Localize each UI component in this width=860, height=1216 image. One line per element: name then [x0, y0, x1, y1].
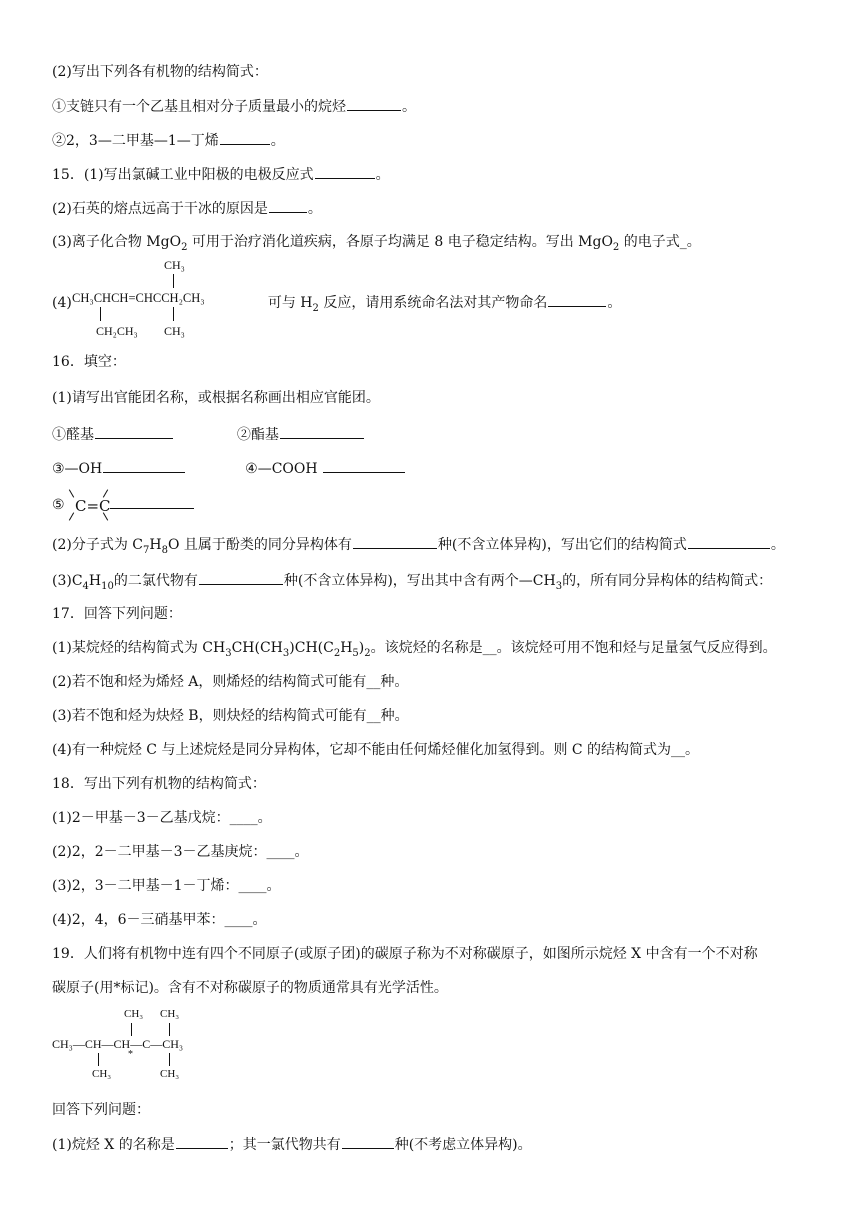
subscript: 7 [143, 544, 150, 556]
alkene-label: C=C [75, 497, 111, 515]
methyl-label: CH₃ [124, 1008, 144, 1020]
bond-line [69, 489, 74, 497]
subscript: 2 [364, 647, 371, 659]
answer-blank[interactable] [220, 130, 270, 145]
answer-blank[interactable] [347, 96, 401, 111]
answer-blank[interactable] [548, 292, 606, 307]
text: (3)2，3－二甲基－1－丁烯：____。 [52, 878, 281, 894]
question-line [52, 570, 772, 591]
bond-line [169, 1023, 170, 1036]
answer-blank[interactable] [176, 1134, 228, 1149]
question-line [52, 842, 309, 862]
question-line [52, 1134, 532, 1155]
methyl-label: CH₃ [160, 1008, 180, 1020]
ethyl-label: CH₂CH₃ [96, 324, 138, 338]
text: H [149, 537, 162, 553]
text: (2)石英的熔点远高于干冰的原因是 [52, 201, 268, 217]
question-line [52, 232, 701, 252]
methyl-label: CH₃ [164, 258, 185, 272]
text: 19．人们将有机物中连有四个不同原子(或原子团)的碳原子称为不对称碳原子，如图所示烷烃 X 中含有一个不对称 [52, 946, 758, 962]
text: ②酯基 [236, 427, 279, 443]
methyl-label: CH₃ [164, 324, 185, 338]
question-line [52, 164, 390, 185]
text: (3)若不饱和烃为炔烃 B，则炔烃的结构简式可能有__种。 [52, 708, 409, 724]
answer-blank[interactable] [323, 458, 405, 473]
subscript: 2 [333, 647, 341, 659]
text: (1)请写出官能团名称，或根据名称画出相应官能团。 [52, 390, 380, 406]
methyl-label: CH₃ [160, 1068, 180, 1080]
question-line [52, 534, 785, 555]
text: (2)2，2－二甲基－3－乙基庚烷：____。 [52, 844, 309, 860]
subscript: 5 [352, 647, 359, 659]
bond-line [169, 1053, 170, 1066]
text: (2)写出下列各有机物的结构简式： [52, 64, 268, 80]
answer-blank[interactable] [103, 458, 185, 473]
text: 反应，请用系统命名法对其产物命名 [323, 295, 548, 311]
subscript: 10 [101, 580, 114, 592]
text: (1)2－甲基－3－乙基戊烷：____。 [52, 810, 272, 826]
question-line [52, 978, 448, 998]
answer-blank[interactable] [315, 164, 375, 179]
text: 。 [270, 133, 285, 149]
text: ；其一氯代物共有 [228, 1137, 341, 1153]
answer-blank[interactable] [199, 570, 283, 585]
text: 17．回答下列问题： [52, 606, 182, 622]
answer-blank[interactable] [342, 1134, 394, 1149]
text: 可用于治疗消化道疾病，各原子均满足 8 电子稳定结构。写出 MgO [191, 234, 613, 250]
text: (4)有一种烷烃 C 与上述烷烃是同分异构体，它却不能由任何烯烃催化加氢得到。则 C 的结构简式为__。 [52, 742, 700, 758]
question-line [52, 352, 126, 372]
question-line [52, 706, 409, 726]
subscript: 2 [612, 241, 620, 253]
text: 。 [307, 201, 322, 217]
text: 16．填空： [52, 354, 126, 370]
text: H [88, 573, 102, 589]
asymmetric-carbon-mark: * [128, 1049, 133, 1060]
subscript: 3 [225, 647, 232, 659]
question-line [52, 1100, 150, 1120]
text: 碳原子(用*标记)。含有不对称碳原子的物质通常具有光学活性。 [52, 980, 448, 996]
bond-line [173, 307, 174, 321]
text: 。该烷烃的名称是__。该烷烃可用不饱和烃与足量氢气反应得到。 [370, 640, 777, 656]
text: (2)若不饱和烃为烯烃 A，则烯烃的结构简式可能有__种。 [52, 674, 409, 690]
question-line [52, 876, 281, 896]
question-line [52, 672, 408, 692]
text: H [340, 640, 353, 656]
bond-line [100, 307, 101, 321]
question-line [52, 424, 365, 445]
question-line [52, 96, 416, 117]
text: 。 [402, 99, 416, 115]
alkene-group [69, 495, 109, 515]
text: 的，所有同分异构体的结构简式： [562, 573, 773, 589]
text: (1)烷烃 X 的名称是 [52, 1137, 175, 1153]
question-line [52, 494, 195, 515]
question-line [52, 808, 272, 828]
subscript: 4 [82, 580, 89, 592]
subscript: 2 [181, 241, 188, 253]
question-line [52, 740, 699, 760]
structural-formula [72, 258, 252, 340]
main-chain: CH₃CHCH=CHCCH₂CH₃ [72, 291, 205, 305]
text: 。 [375, 167, 390, 183]
text: ⑤ [52, 497, 65, 513]
question-line [52, 62, 268, 82]
text: (4)2，4，6－三硝基甲苯：____。 [52, 912, 267, 928]
text: 种(不含立体异构)，写出它们的结构简式 [437, 537, 687, 553]
text: 。 [607, 295, 622, 311]
bond-line [69, 512, 74, 520]
methyl-label: CH₃ [92, 1068, 112, 1080]
question-line [52, 604, 182, 624]
text: 种(不含立体异构)，写出其中含有两个—CH [283, 573, 556, 589]
text: 回答下列问题： [52, 1102, 150, 1118]
text: ) [358, 640, 365, 656]
question-line [52, 388, 380, 408]
subscript: 8 [161, 544, 168, 556]
text: (2)分子式为 C [52, 537, 143, 553]
question-line [52, 130, 285, 151]
answer-blank[interactable] [110, 494, 194, 509]
question-line [52, 774, 266, 794]
text: 的二氯代物有 [113, 573, 198, 589]
question-line [52, 944, 758, 964]
question-line [52, 198, 322, 219]
subscript: 3 [555, 580, 563, 592]
answer-blank[interactable] [95, 424, 173, 439]
text: 种(不考虑立体异构)。 [394, 1137, 532, 1153]
question-line [52, 910, 267, 930]
text: ④—COOH [245, 461, 318, 477]
text: ②2，3—二甲基—1—丁烯 [52, 133, 219, 149]
question-line [52, 638, 777, 658]
bond-line [173, 274, 174, 288]
text: ①醛基 [52, 427, 94, 443]
answer-blank[interactable] [269, 198, 307, 213]
subscript: 2 [312, 302, 319, 314]
text: ①支链只有一个乙基且相对分子质量最小的烷烃 [52, 99, 346, 115]
text: 18．写出下列有机物的结构简式： [52, 776, 266, 792]
text: ③—OH [52, 461, 103, 477]
text: (3)C [52, 573, 83, 589]
answer-blank[interactable] [688, 534, 770, 549]
answer-blank[interactable] [353, 534, 437, 549]
text: 。 [770, 537, 785, 553]
structural-formula [52, 1008, 222, 1086]
bond-line [131, 1023, 132, 1036]
text: O 且属于酚类的同分异构体有 [167, 537, 352, 553]
text: CH(CH [231, 640, 283, 656]
text: )CH(C [289, 640, 334, 656]
subscript: 3 [282, 647, 290, 659]
answer-blank[interactable] [280, 424, 364, 439]
text: (4) [52, 295, 72, 311]
question-line [52, 458, 406, 479]
text: 的电子式_。 [623, 234, 701, 250]
bond-line [98, 1053, 99, 1066]
text: 可与 H [267, 295, 313, 311]
text: (3)离子化合物 MgO [52, 234, 182, 250]
main-chain: CH₃—CH—CH—C—CH₃ [52, 1037, 184, 1051]
text: (1)某烷烃的结构简式为 CH [52, 640, 226, 656]
text: 15．(1)写出氯碱工业中阳极的电极反应式 [52, 167, 314, 183]
